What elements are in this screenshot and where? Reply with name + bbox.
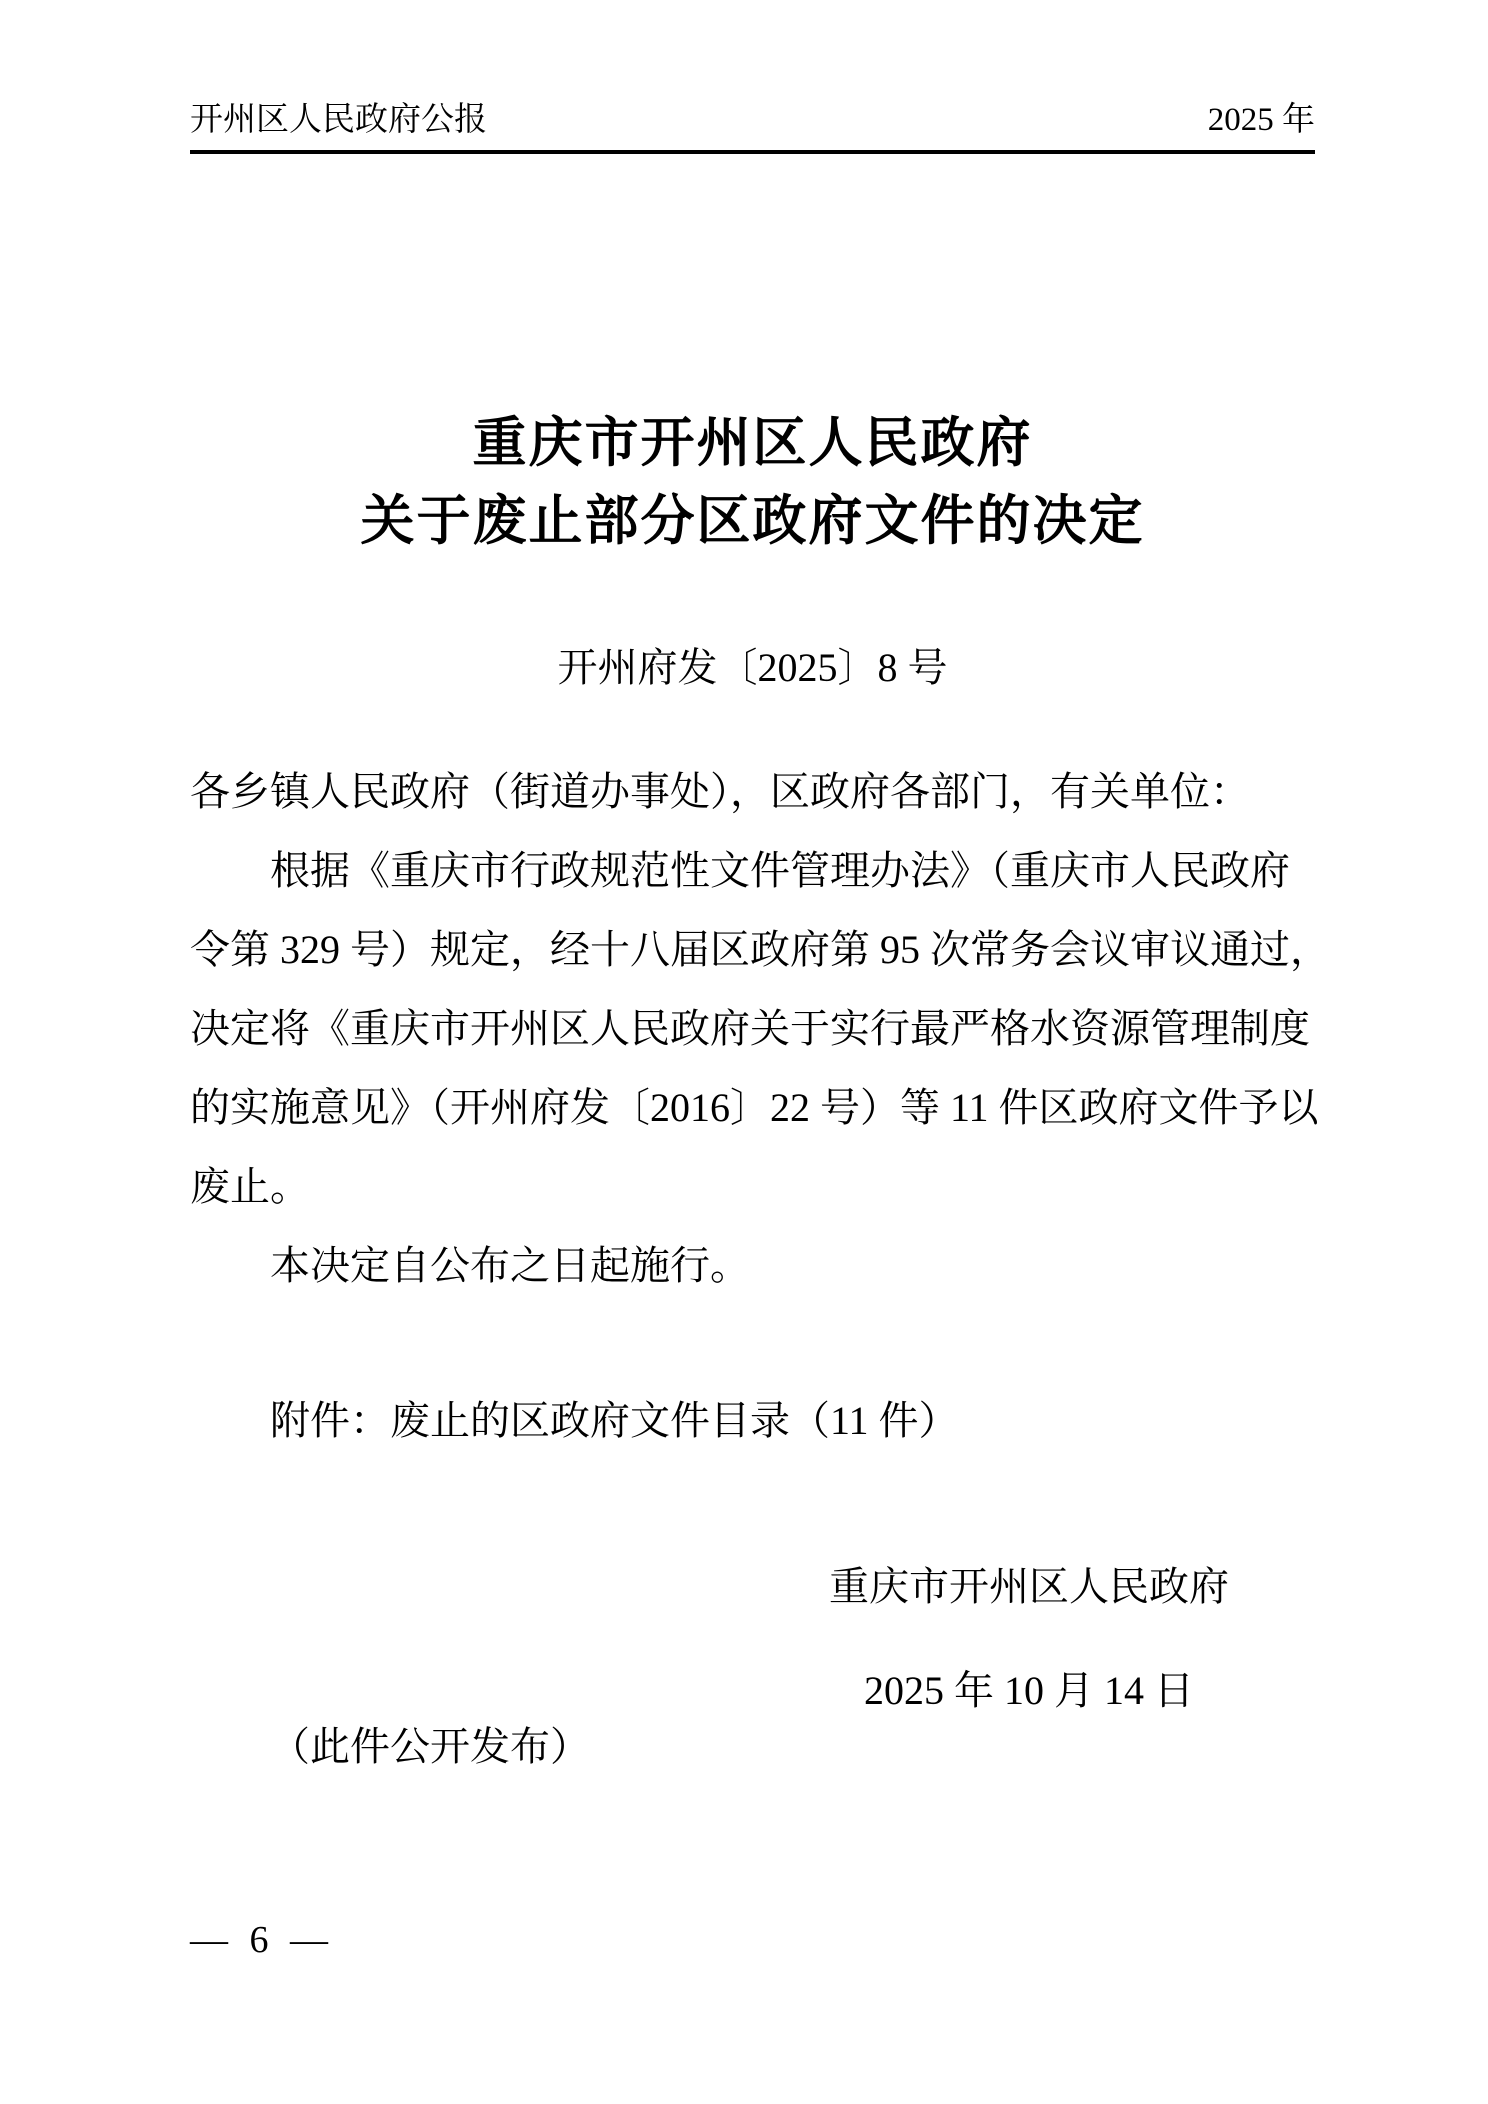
publication-name: 开州区人民政府公报	[190, 102, 487, 138]
attachment-line: 附件：废止的区政府文件目录（11 件）	[270, 1398, 959, 1443]
document-title-line2: 关于废止部分区政府文件的决定	[360, 491, 1145, 551]
document-title-line1: 重庆市开州区人民政府	[472, 413, 1033, 473]
salutation-line: 各乡镇人民政府（街道办事处），区政府各部门，有关单位：	[190, 769, 1250, 814]
paragraph2-line: 本决定自公布之日起施行。	[270, 1243, 750, 1288]
document-number: 开州府发〔2025〕8 号	[557, 645, 948, 690]
document-title	[190, 404, 1315, 560]
paragraph1-line: 决定将《重庆市开州区人民政府关于实行最严格水资源管理制度	[190, 1006, 1310, 1051]
signature-date: 2025 年 10 月 14 日	[864, 1668, 1194, 1713]
publish-note: （此件公开发布）	[270, 1724, 590, 1769]
running-head	[190, 0, 1315, 154]
paragraph1-line: 令第 329 号）规定，经十八届区政府第 95 次常务会议审议通过，	[190, 927, 1330, 972]
paragraph1-line: 根据《重庆市行政规范性文件管理办法》（重庆市人民政府	[270, 848, 1290, 893]
signature-block	[829, 1563, 1229, 1715]
page-number: — 6 —	[190, 1919, 334, 1961]
signature-issuer: 重庆市开州区人民政府	[829, 1564, 1229, 1609]
paragraph1-line: 的实施意见》（开州府发〔2016〕22 号）等 11 件区政府文件予以	[190, 1085, 1319, 1130]
paragraph1-line: 废止。	[190, 1164, 310, 1209]
publication-year: 2025 年	[1207, 102, 1315, 138]
document-body	[190, 752, 1330, 1460]
